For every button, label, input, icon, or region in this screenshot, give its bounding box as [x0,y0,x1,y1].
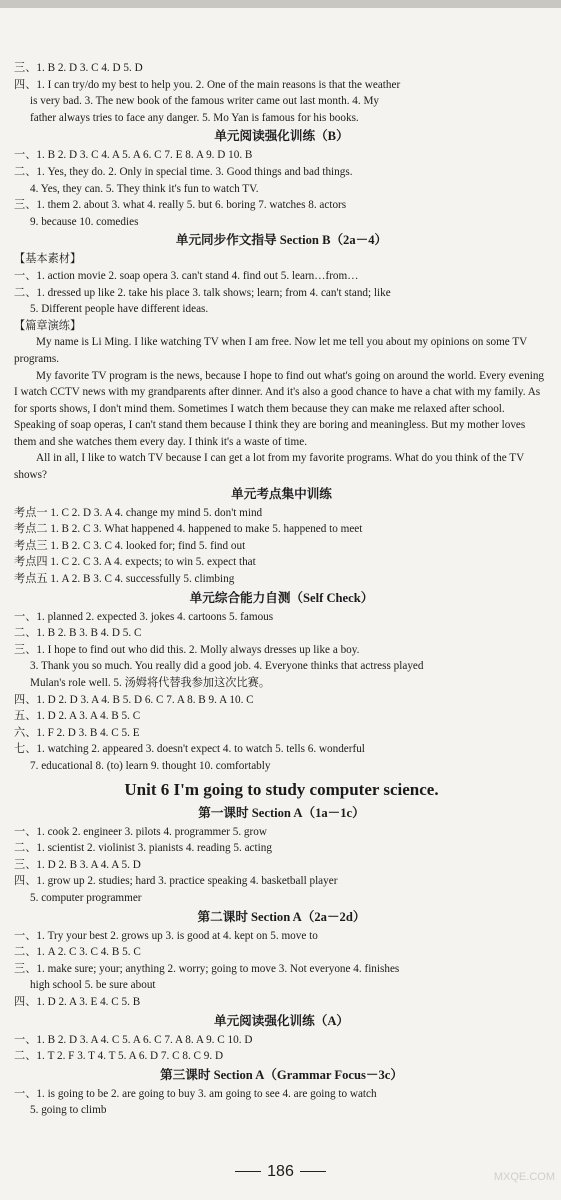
section-heading: 第二课时 Section A（2a－2d） [197,909,366,924]
answer-line: 5. going to climb [30,1104,107,1117]
answer-line: 一、1. B 2. D 3. C 4. A 5. A 6. C 7. E 8. A 9. D 10. B [14,149,253,162]
essay-paragraph: All in all, I like to watch TV because I can get a lot from my favorite programs. What do you think of the TV shows? [14,452,524,482]
answer-line: 二、1. dressed up like 2. take his place 3. talk shows; learn; from 4. can't stand; like [14,286,391,299]
answer-line: 二、1. scientist 2. violinist 3. pianists 4. reading 5. acting [14,842,272,855]
answer-line: Mulan's role well. 5. 汤姆将代替我参加这次比赛。 [30,677,271,689]
section-heading: 单元阅读强化训练（B） [214,129,349,144]
answer-line: 一、1. Try your best 2. grows up 3. is good at 4. kept on 5. move to [14,929,318,942]
answer-line: 考点二 1. B 2. C 3. What happened 4. happened to make 5. happened to meet [14,523,363,536]
answer-line: 三、1. make sure; your; anything 2. worry; going to move 3. Not everyone 4. finishes [14,962,400,975]
answer-line: 五、1. D 2. A 3. A 4. B 5. C [14,710,141,723]
answer-line: 四、1. I can try/do my best to help you. 2. One of the main reasons is that the weather [14,78,401,91]
section-heading: 单元综合能力自测（Self Check） [189,590,374,605]
essay-paragraph: My name is Li Ming. I like watching TV when I am free. Now let me tell you about my opinions on some TV programs. [14,336,528,365]
answer-line: 六、1. F 2. D 3. B 4. C 5. E [14,726,140,739]
answer-line: 【基本素材】 [14,253,82,266]
answer-line: 一、1. action movie 2. soap opera 3. can't stand 4. find out 5. learn…from… [14,269,359,282]
answer-line: 三、1. B 2. D 3. C 4. D 5. D [14,62,143,74]
answer-line: 三、1. D 2. B 3. A 4. A 5. D [14,858,141,871]
answer-line: 二、1. T 2. F 3. T 4. T 5. A 6. D 7. C 8. C 9. D [14,1050,224,1063]
top-edge [0,0,561,8]
answer-line: high school 5. be sure about [30,979,156,992]
answer-line: 考点三 1. B 2. C 3. C 4. looked for; find 5. find out [14,539,246,552]
answer-line: 七、1. watching 2. appeared 3. doesn't expect 4. to watch 5. tells 6. wonderful [14,743,365,756]
answer-line: 四、1. D 2. A 3. E 4. C 5. B [14,995,141,1008]
answer-line: 一、1. planned 2. expected 3. jokes 4. cartoons 5. famous [14,610,274,623]
watermark: MXQE.COM [493,1171,555,1183]
answer-line: 四、1. grow up 2. studies; hard 3. practice speaking 4. basketball player [14,875,338,888]
section-heading: 单元阅读强化训练（A） [213,1013,350,1028]
page-number-text: 186 [267,1163,294,1180]
answer-line: 5. Different people have different ideas. [30,303,209,316]
answer-line: 一、1. B 2. D 3. A 4. C 5. A 6. C 7. A 8. A 9. C 10. D [14,1033,253,1046]
answer-line: 5. computer programmer [30,891,142,904]
answer-line: 考点一 1. C 2. D 3. A 4. change my mind 5. don't mind [14,506,263,519]
answer-line: 考点五 1. A 2. B 3. C 4. successfully 5. climbing [14,573,235,586]
answer-line: 三、1. them 2. about 3. what 4. really 5. but 6. boring 7. watches 8. actors [14,199,347,212]
answer-line: 一、1. is going to be 2. are going to buy 3. am going to see 4. are going to watch [14,1087,377,1100]
answer-line: 3. Thank you so much. You really did a good job. 4. Everyone thinks that actress played [30,660,424,673]
answer-line: 【篇章演练】 [14,319,82,332]
answer-line: father always tries to face any danger. 5. Mo Yan is famous for his books. [30,111,359,124]
answer-line: 考点四 1. C 2. C 3. A 4. expects; to win 5. expect that [14,556,256,569]
answer-line: 4. Yes, they can. 5. They think it's fun to watch TV. [30,182,259,195]
unit-title: Unit 6 I'm going to study computer science. [124,779,439,799]
answer-line: 一、1. cook 2. engineer 3. pilots 4. programmer 5. grow [14,825,267,838]
answer-page [14,60,549,1119]
answer-line: 9. because 10. comedies [30,215,139,228]
answer-line: 三、1. I hope to find out who did this. 2. Molly always dresses up like a boy. [14,643,360,656]
answer-line: 7. educational 8. (to) learn 9. thought 10. comfortably [30,759,271,772]
section-heading: 第三课时 Section A（Grammar Focus－3c） [160,1067,403,1082]
answer-line: 二、1. Yes, they do. 2. Only in special time. 3. Good things and bad things. [14,165,353,178]
essay-paragraph: My favorite TV program is the news, because I hope to find out what's going on around the world. Every evening I watch CCTV news with my grandparents after dinner. And it's also a good chance to have a chat with my family. As for sports shows, I don't mind them. Sometimes I watch them because they can make me relaxed after school. Speaking of soap operas, I can't stand them because I think they are boring and meaningless. But my mother loves them and she watches them every day. I think it's a waste of time. [14,369,545,448]
section-heading: 第一课时 Section A（1a－1c） [198,805,365,820]
section-heading: 单元同步作文指导 Section B（2a－4） [175,233,388,248]
section-heading: 单元考点集中训练 [231,486,332,501]
answer-line: 二、1. B 2. B 3. B 4. D 5. C [14,627,142,640]
answer-line: 四、1. D 2. D 3. A 4. B 5. D 6. C 7. A 8. B 9. A 10. C [14,693,254,706]
answer-line: 二、1. A 2. C 3. C 4. B 5. C [14,946,141,959]
answer-line: is very bad. 3. The new book of the famous writer came out last month. 4. My [30,95,380,108]
